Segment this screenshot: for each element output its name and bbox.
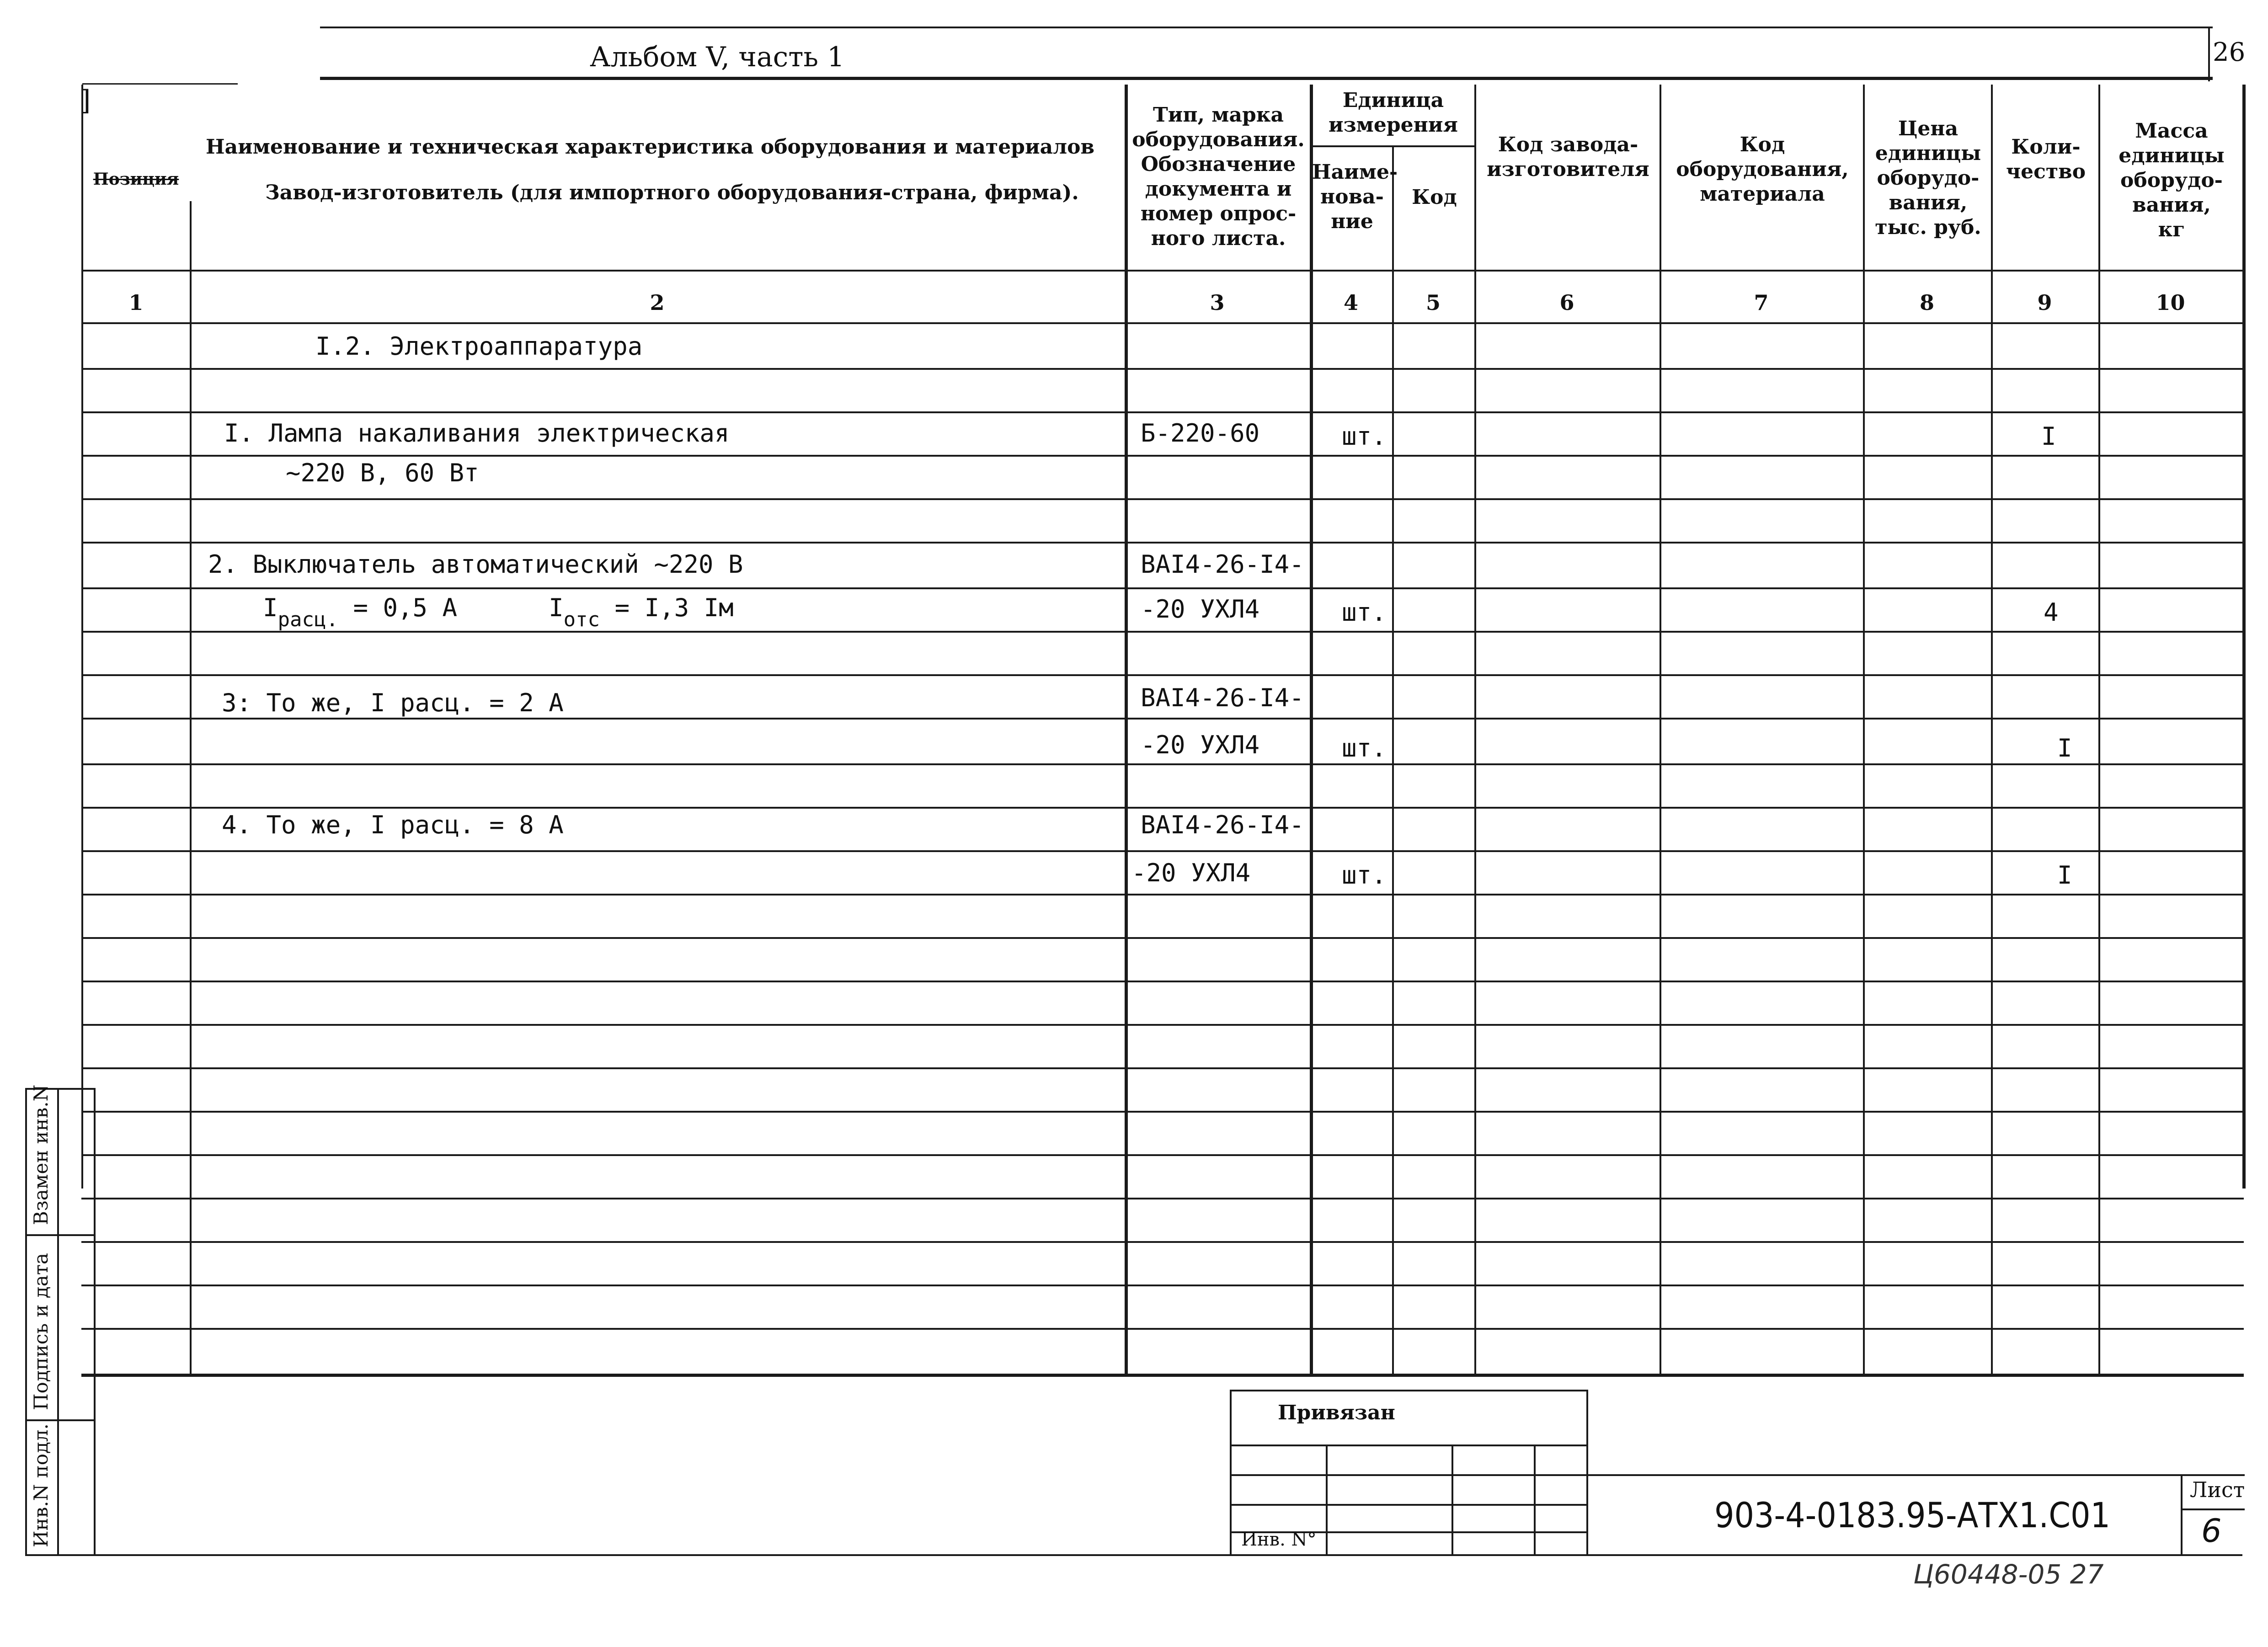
row-name: $I_{расц.} = 0,5$ А $I_{отс} = I,3$ Iм — [263, 593, 734, 631]
column-number: 8 — [1919, 290, 1934, 315]
side-label-sign: Подпись и дата — [30, 1253, 52, 1410]
sheet-label: Лист — [2190, 1477, 2245, 1502]
column-number: 2 — [650, 290, 665, 315]
column-number: 7 — [1754, 290, 1769, 315]
row-type: ВАI4-26-I4- — [1141, 683, 1304, 712]
row-unit: шт. — [1342, 861, 1387, 890]
row-name: 3: То же, I расц. = 2 А — [222, 688, 564, 717]
col2-header-line2: Завод-изготовитель (для импортного оборудования-страна, фирма). — [265, 181, 1079, 204]
column-number: 1 — [128, 290, 144, 315]
stamp-inv-number: Инв. N° — [1241, 1529, 1317, 1550]
row-qty: I — [2057, 861, 2072, 890]
column-number: 9 — [2037, 290, 2052, 315]
row-name: I.2. Электроаппаратура — [315, 332, 643, 361]
col3-header: Тип, марка оборудования. Обозначение документа и номер опрос- ного листа. — [1132, 103, 1305, 250]
column-number: 6 — [1559, 290, 1574, 315]
row-name: ~220 В, 60 Вт — [286, 458, 479, 487]
stamp-privyazan: Привязан — [1278, 1401, 1395, 1424]
row-type: ВАI4-26-I4- — [1141, 550, 1304, 579]
col4-header: Наиме- нова- ние — [1312, 160, 1398, 233]
col10-header: Масса единицы оборудо- вания, кг — [2119, 119, 2225, 241]
col1-header: Позиция — [93, 170, 179, 189]
row-type: -20 УХЛ4 — [1131, 858, 1251, 887]
row-unit: шт. — [1342, 422, 1387, 451]
row-qty: I — [2057, 734, 2072, 762]
col7-header: Код оборудования, материала — [1676, 133, 1849, 206]
corner-page-number: 26 — [2213, 37, 2246, 67]
column-number: 3 — [1210, 290, 1225, 315]
document-designation: 903-4-0183.95-АТХ1.С01 — [1714, 1495, 2110, 1535]
row-qty: I — [2041, 422, 2056, 451]
row-type: -20 УХЛ4 — [1141, 595, 1260, 624]
bracket-mark: ] — [80, 85, 91, 117]
sheet-number: 6 — [2201, 1512, 2222, 1550]
row-qty: 4 — [2044, 598, 2059, 627]
col5-header: Код — [1412, 186, 1457, 209]
col2-header-line1: Наименование и техническая характеристика оборудования и материалов — [206, 135, 1095, 159]
row-name: I. Лампа накаливания электрическая — [224, 419, 730, 448]
row-type: ВАI4-26-I4- — [1141, 810, 1304, 839]
row-type: Б-220-60 — [1141, 419, 1260, 448]
row-unit: шт. — [1342, 734, 1387, 762]
column-number: 4 — [1343, 290, 1358, 315]
row-unit: шт. — [1342, 598, 1387, 627]
unit-group-header: Единица измерения — [1328, 89, 1458, 137]
col9-header: Коли- чество — [2006, 135, 2086, 183]
column-number: 5 — [1425, 290, 1441, 315]
col6-header: Код завода- изготовителя — [1487, 133, 1649, 181]
column-number: 10 — [2156, 290, 2185, 315]
row-type: -20 УХЛ4 — [1141, 730, 1260, 759]
row-name: 4. То же, I расц. = 8 А — [222, 810, 564, 839]
footer-handwritten-note: Ц60448-05 27 — [1913, 1559, 2104, 1590]
col8-header: Цена единицы оборудо- вания, тыс. руб. — [1875, 117, 1981, 239]
album-label: Альбом V, часть 1 — [590, 41, 845, 73]
row-name: 2. Выключатель автоматический ~220 В — [208, 550, 743, 579]
side-label-replace: Взамен инв.N — [30, 1084, 52, 1225]
side-label-inv: Инв.N подл. — [30, 1423, 52, 1547]
